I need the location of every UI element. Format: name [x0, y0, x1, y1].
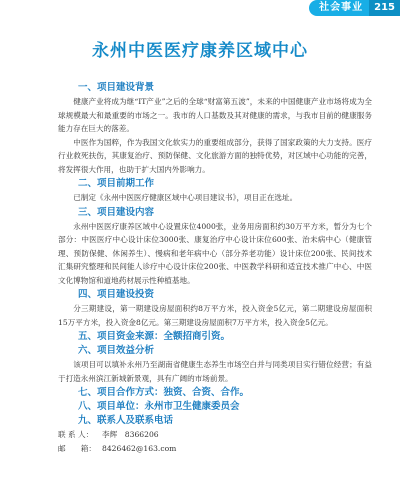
paragraph: 永州中医医疗康养区域中心设置床位4000张，业务用房面积约30万平方米，暂分为七个部分：中医医疗中心设计床位3000张、康复治疗中心设计床位600张、治未病中心（健康管理、预防保健、休闲养生）、慢病和老年病中心（部分养老功能）设计床位200张、民间技术汇集研究整理和民间能人诊疗中心设计床位200张、中医教学科研和适宜技术推广中心、中医文化博物馆和道地药材展示性种植基地。 [58, 221, 372, 285]
section-heading-contact: 九、联系人及联系电话 [78, 415, 174, 426]
section-heading-content: 三、项目建设内容 [78, 206, 155, 218]
section-heading-unit: 八、项目单位：永州市卫生健康委员会 [78, 401, 240, 412]
page-number: 215 [369, 0, 400, 16]
page-title: 永州中医医疗康养区域中心 [92, 41, 308, 61]
page-header [309, 0, 400, 16]
contact-person-line [58, 428, 372, 442]
contact-person-value: 李辉 8366206 [102, 430, 159, 439]
contact-email-value: 8426462@163.com [102, 443, 177, 453]
contact-person-label: 联 系 人： [58, 430, 94, 439]
article-body [58, 80, 372, 455]
paragraph: 健康产业将成为继“IT产业”之后的全球“财富第五波”，未来的中国健康产业市场将成为全球规模最大和最重要的市场之一。我市的人口基数及其对健康的需求，与我市目前的健康服务能力存在巨大的落差。 [58, 97, 372, 133]
section-heading-investment: 四、项目建设投资 [78, 289, 155, 300]
section-heading-benefit: 六、项目效益分析 [78, 345, 155, 356]
paragraph: 已制定《永州中医医疗健康区域中心项目建议书》，项目正在选址。 [73, 193, 298, 202]
section-heading-funding: 五、项目资金来源：全额招商引资。 [78, 331, 231, 342]
paragraph: 该项目可以填补永州乃至湖南省健康生态养生市场空白并与同类项目实行错位经营；有益于打造永州滨江新城新景观，具有广阔的市场前景。 [58, 360, 372, 383]
header-section-label: 社会事业 [309, 0, 369, 16]
contact-email-line [58, 442, 372, 456]
paragraph: 分三期建设，第一期建设房屋面积约8万平方米，投入资金5亿元，第二期建设房屋面积15万平方米，投入资金8亿元。第三期建设房屋面积7万平方米，投入资金5亿元。 [58, 304, 372, 327]
section-heading-background: 一、项目建设背景 [78, 82, 155, 93]
paragraph: 中医作为国粹，作为我国文化软实力的重要组成部分，获得了国家政策的大力支持。医疗行业救死扶伤，其康复治疗、预防保健、文化旅游方面的独特优势，对区域中心功能的完善，将发挥很大作用，也助于扩大国内外影响力。 [58, 137, 372, 174]
contact-email-label: 邮 箱： [58, 443, 96, 453]
section-heading-cooperation: 七、项目合作方式：独资、合资、合作。 [78, 387, 250, 398]
section-heading-preparation: 二、项目前期工作 [78, 178, 155, 189]
